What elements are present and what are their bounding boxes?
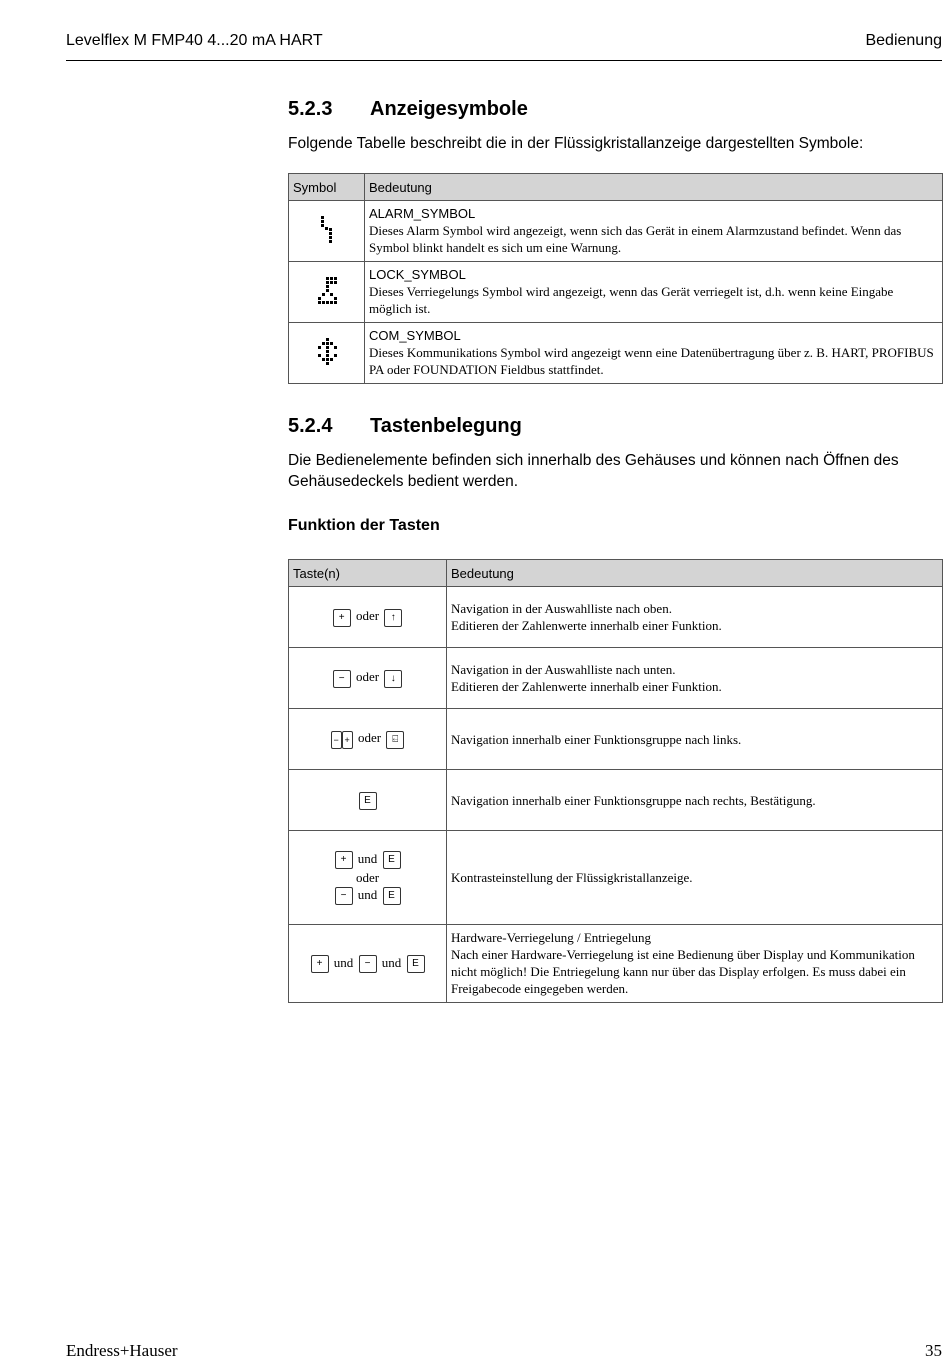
col-header-meaning: Bedeutung <box>365 174 943 201</box>
escape-icon: ⍇ <box>392 733 399 745</box>
minus-key: − <box>331 731 342 749</box>
keys-cell <box>289 831 447 925</box>
key-description: Editieren der Zahlenwerte innerhalb einer Funktion. <box>451 618 722 633</box>
table-row <box>289 648 943 709</box>
plus-key: + <box>311 955 329 973</box>
word-und: und <box>357 850 378 866</box>
key-table <box>288 559 943 1003</box>
arrow-down-key <box>384 670 402 688</box>
plus-key: + <box>342 731 353 749</box>
meaning-cell <box>447 709 943 770</box>
table-row <box>289 201 943 262</box>
symbol-cell <box>289 201 365 262</box>
section-title: Tastenbelegung <box>370 415 522 437</box>
keys-cell <box>289 770 447 831</box>
key-description: Navigation in der Auswahlliste nach oben. <box>451 601 672 616</box>
word-oder: oder <box>355 608 380 624</box>
section-number: 5.2.3 <box>288 98 333 120</box>
section-intro: Die Bedienelemente befinden sich innerhalb des Gehäuses und können nach Öffnen des Gehäusedeckels bedient werden. <box>288 452 899 490</box>
meaning-cell <box>447 648 943 709</box>
section-number: 5.2.4 <box>288 415 333 437</box>
key-description: Navigation in der Auswahlliste nach unten. <box>451 662 676 677</box>
plus-key: + <box>335 851 353 869</box>
word-oder: oder <box>355 669 380 685</box>
symbol-description: Dieses Verriegelungs Symbol wird angezeigt, wenn das Gerät verriegelt ist, d.h. wenn keine Eingabe möglich ist. <box>369 284 894 316</box>
keys-cell <box>289 587 447 648</box>
e-key: E <box>359 792 377 810</box>
e-key: E <box>383 851 401 869</box>
keys-cell <box>289 925 447 1003</box>
symbol-name: COM_SYMBOL <box>369 328 461 343</box>
symbol-description: Dieses Kommunikations Symbol wird angezeigt wenn eine Datenübertragung über z. B. HART, PROFIBUS PA oder FOUNDATION Fieldbus stattfindet. <box>369 345 934 377</box>
arrow-up-icon: ↑ <box>390 611 396 623</box>
key-description: Editieren der Zahlenwerte innerhalb einer Funktion. <box>451 679 722 694</box>
word-und: und <box>381 954 402 970</box>
keys-cell <box>289 648 447 709</box>
col-header-symbol: Symbol <box>289 174 365 201</box>
word-und: und <box>357 887 378 902</box>
plus-key: + <box>333 609 351 627</box>
section-title: Anzeigesymbole <box>370 98 528 120</box>
table-row <box>289 770 943 831</box>
section-heading-523 <box>288 98 528 121</box>
header-title: Levelflex M FMP40 4...20 mA HART <box>66 32 323 49</box>
key-description: Navigation innerhalb einer Funktionsgruppe nach rechts, Bestätigung. <box>451 792 816 808</box>
com-symbol-icon <box>316 337 338 365</box>
symbol-table <box>288 173 943 384</box>
table-row <box>289 709 943 770</box>
footer-company: Endress+Hauser <box>66 1341 178 1360</box>
arrow-down-icon: ↓ <box>390 672 396 684</box>
symbol-name: LOCK_SYMBOL <box>369 267 466 282</box>
meaning-cell <box>447 925 943 1003</box>
symbol-description: Dieses Alarm Symbol wird angezeigt, wenn sich das Gerät in einem Alarmzustand befindet. Wenn das Symbol blinkt handelt es sich um eine Warnung. <box>369 223 902 255</box>
escape-key <box>386 731 404 749</box>
e-key: E <box>407 955 425 973</box>
page-header <box>66 32 942 61</box>
meaning-cell <box>447 831 943 925</box>
page-footer <box>66 1341 942 1361</box>
key-description: Nach einer Hardware-Verriegelung ist eine Bedienung über Display und Kommunikation nicht möglich! Die Entriegelung kann nur über das Display erfolgen. Es muss dabei ein Freigabecode eingegeben werden. <box>451 947 915 996</box>
section-intro: Folgende Tabelle beschreibt die in der Flüssigkristallanzeige dargestellten Symbole: <box>288 135 864 152</box>
col-header-keys: Taste(n) <box>289 560 447 587</box>
table-row <box>289 587 943 648</box>
meaning-cell <box>365 323 943 384</box>
subsection-title: Funktion der Tasten <box>288 517 440 534</box>
minus-key: − <box>335 887 353 905</box>
symbol-name: ALARM_SYMBOL <box>369 206 476 221</box>
meaning-cell <box>447 770 943 831</box>
symbol-cell <box>289 323 365 384</box>
key-description: Hardware-Verriegelung / Entriegelung <box>451 930 651 945</box>
meaning-cell <box>365 201 943 262</box>
minus-key: − <box>333 670 351 688</box>
key-description: Kontrasteinstellung der Flüssigkristallanzeige. <box>451 870 693 885</box>
table-row <box>289 925 943 1003</box>
table-row <box>289 323 943 384</box>
meaning-cell <box>447 587 943 648</box>
meaning-cell <box>365 262 943 323</box>
section-heading-524 <box>288 415 522 438</box>
table-header-row <box>289 560 943 587</box>
lock-symbol-icon <box>316 276 338 304</box>
word-und: und <box>333 954 354 970</box>
col-header-meaning: Bedeutung <box>447 560 943 587</box>
alarm-symbol-icon <box>320 215 334 243</box>
key-description: Navigation innerhalb einer Funktionsgruppe nach links. <box>451 731 742 747</box>
minus-key: − <box>359 955 377 973</box>
table-row <box>289 831 943 925</box>
page-number: 35 <box>925 1341 942 1360</box>
arrow-up-key <box>384 609 402 627</box>
symbol-cell <box>289 262 365 323</box>
word-oder: oder <box>357 730 382 746</box>
header-section: Bedienung <box>865 32 942 49</box>
table-header-row <box>289 174 943 201</box>
keys-cell <box>289 709 447 770</box>
word-oder: oder <box>355 870 380 885</box>
table-row <box>289 262 943 323</box>
e-key: E <box>383 887 401 905</box>
